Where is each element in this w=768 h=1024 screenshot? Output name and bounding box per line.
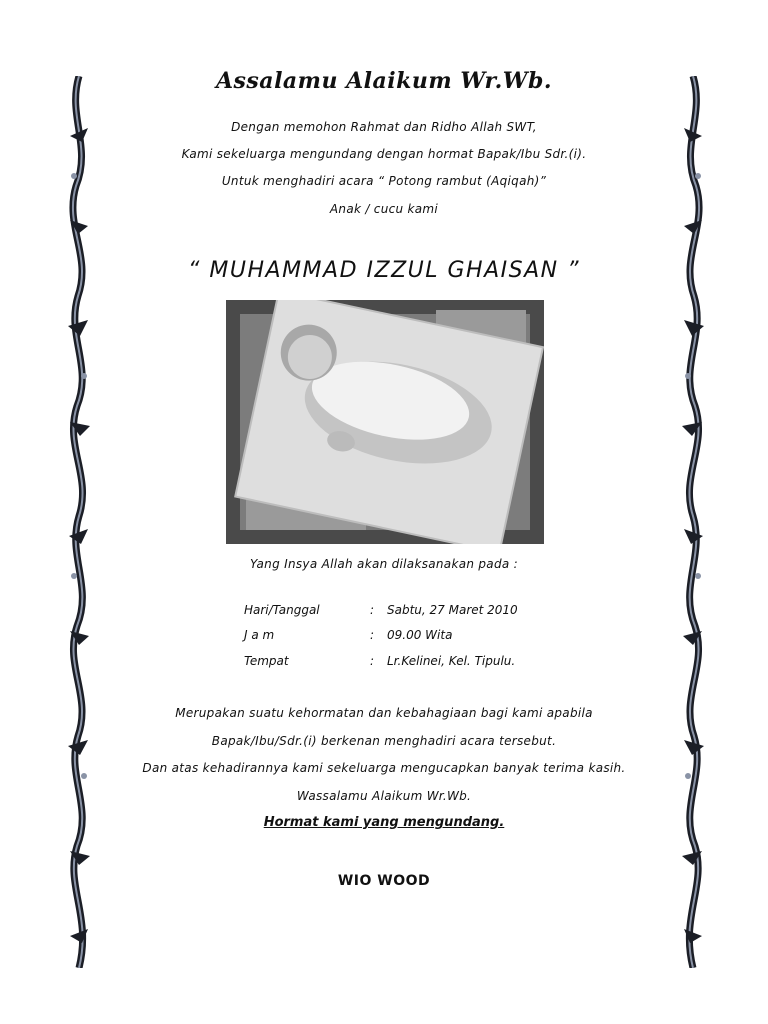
detail-label: Hari/Tanggal <box>244 603 320 617</box>
closing-line: Bapak/Ibu/Sdr.(i) berkenan menghadiri acara tersebut. <box>211 734 557 748</box>
intro-line: Anak / cucu kami <box>329 202 439 216</box>
detail-colon: : <box>370 654 375 668</box>
detail-colon: : <box>370 603 375 617</box>
intro-line: Kami sekeluarga mengundang dengan hormat Bapak/Ibu Sdr.(i). <box>181 147 587 161</box>
detail-value: Lr.Kelinei, Kel. Tipulu. <box>387 654 516 668</box>
signature-label: Hormat kami yang mengundang. <box>263 815 505 830</box>
baby-photo <box>226 300 544 544</box>
intro-line: Dengan memohon Rahmat dan Ridho Allah SWT, <box>231 120 537 134</box>
detail-value: Sabtu, 27 Maret 2010 <box>387 603 518 617</box>
detail-colon: : <box>370 628 375 642</box>
schedule-intro: Yang Insya Allah akan dilaksanakan pada : <box>250 557 518 571</box>
closing-line: Merupakan suatu kehormatan dan kebahagiaan bagi kami apabila <box>175 706 593 720</box>
intro-line: Untuk menghadiri acara “ Potong rambut (Aqiqah)” <box>221 174 547 188</box>
child-name-heading: “ MUHAMMAD IZZUL GHAISAN ” <box>188 258 580 283</box>
detail-label: Tempat <box>244 654 289 668</box>
signature-name: WIO WOOD <box>337 873 431 889</box>
detail-value: 09.00 Wita <box>387 628 453 642</box>
closing-line: Dan atas kehadirannya kami sekeluarga mengucapkan banyak terima kasih. <box>142 761 626 775</box>
greeting-title: Assalamu Alaikum Wr.Wb. <box>215 68 553 94</box>
detail-label: J a m <box>244 628 275 642</box>
closing-line: Wassalamu Alaikum Wr.Wb. <box>296 789 472 803</box>
